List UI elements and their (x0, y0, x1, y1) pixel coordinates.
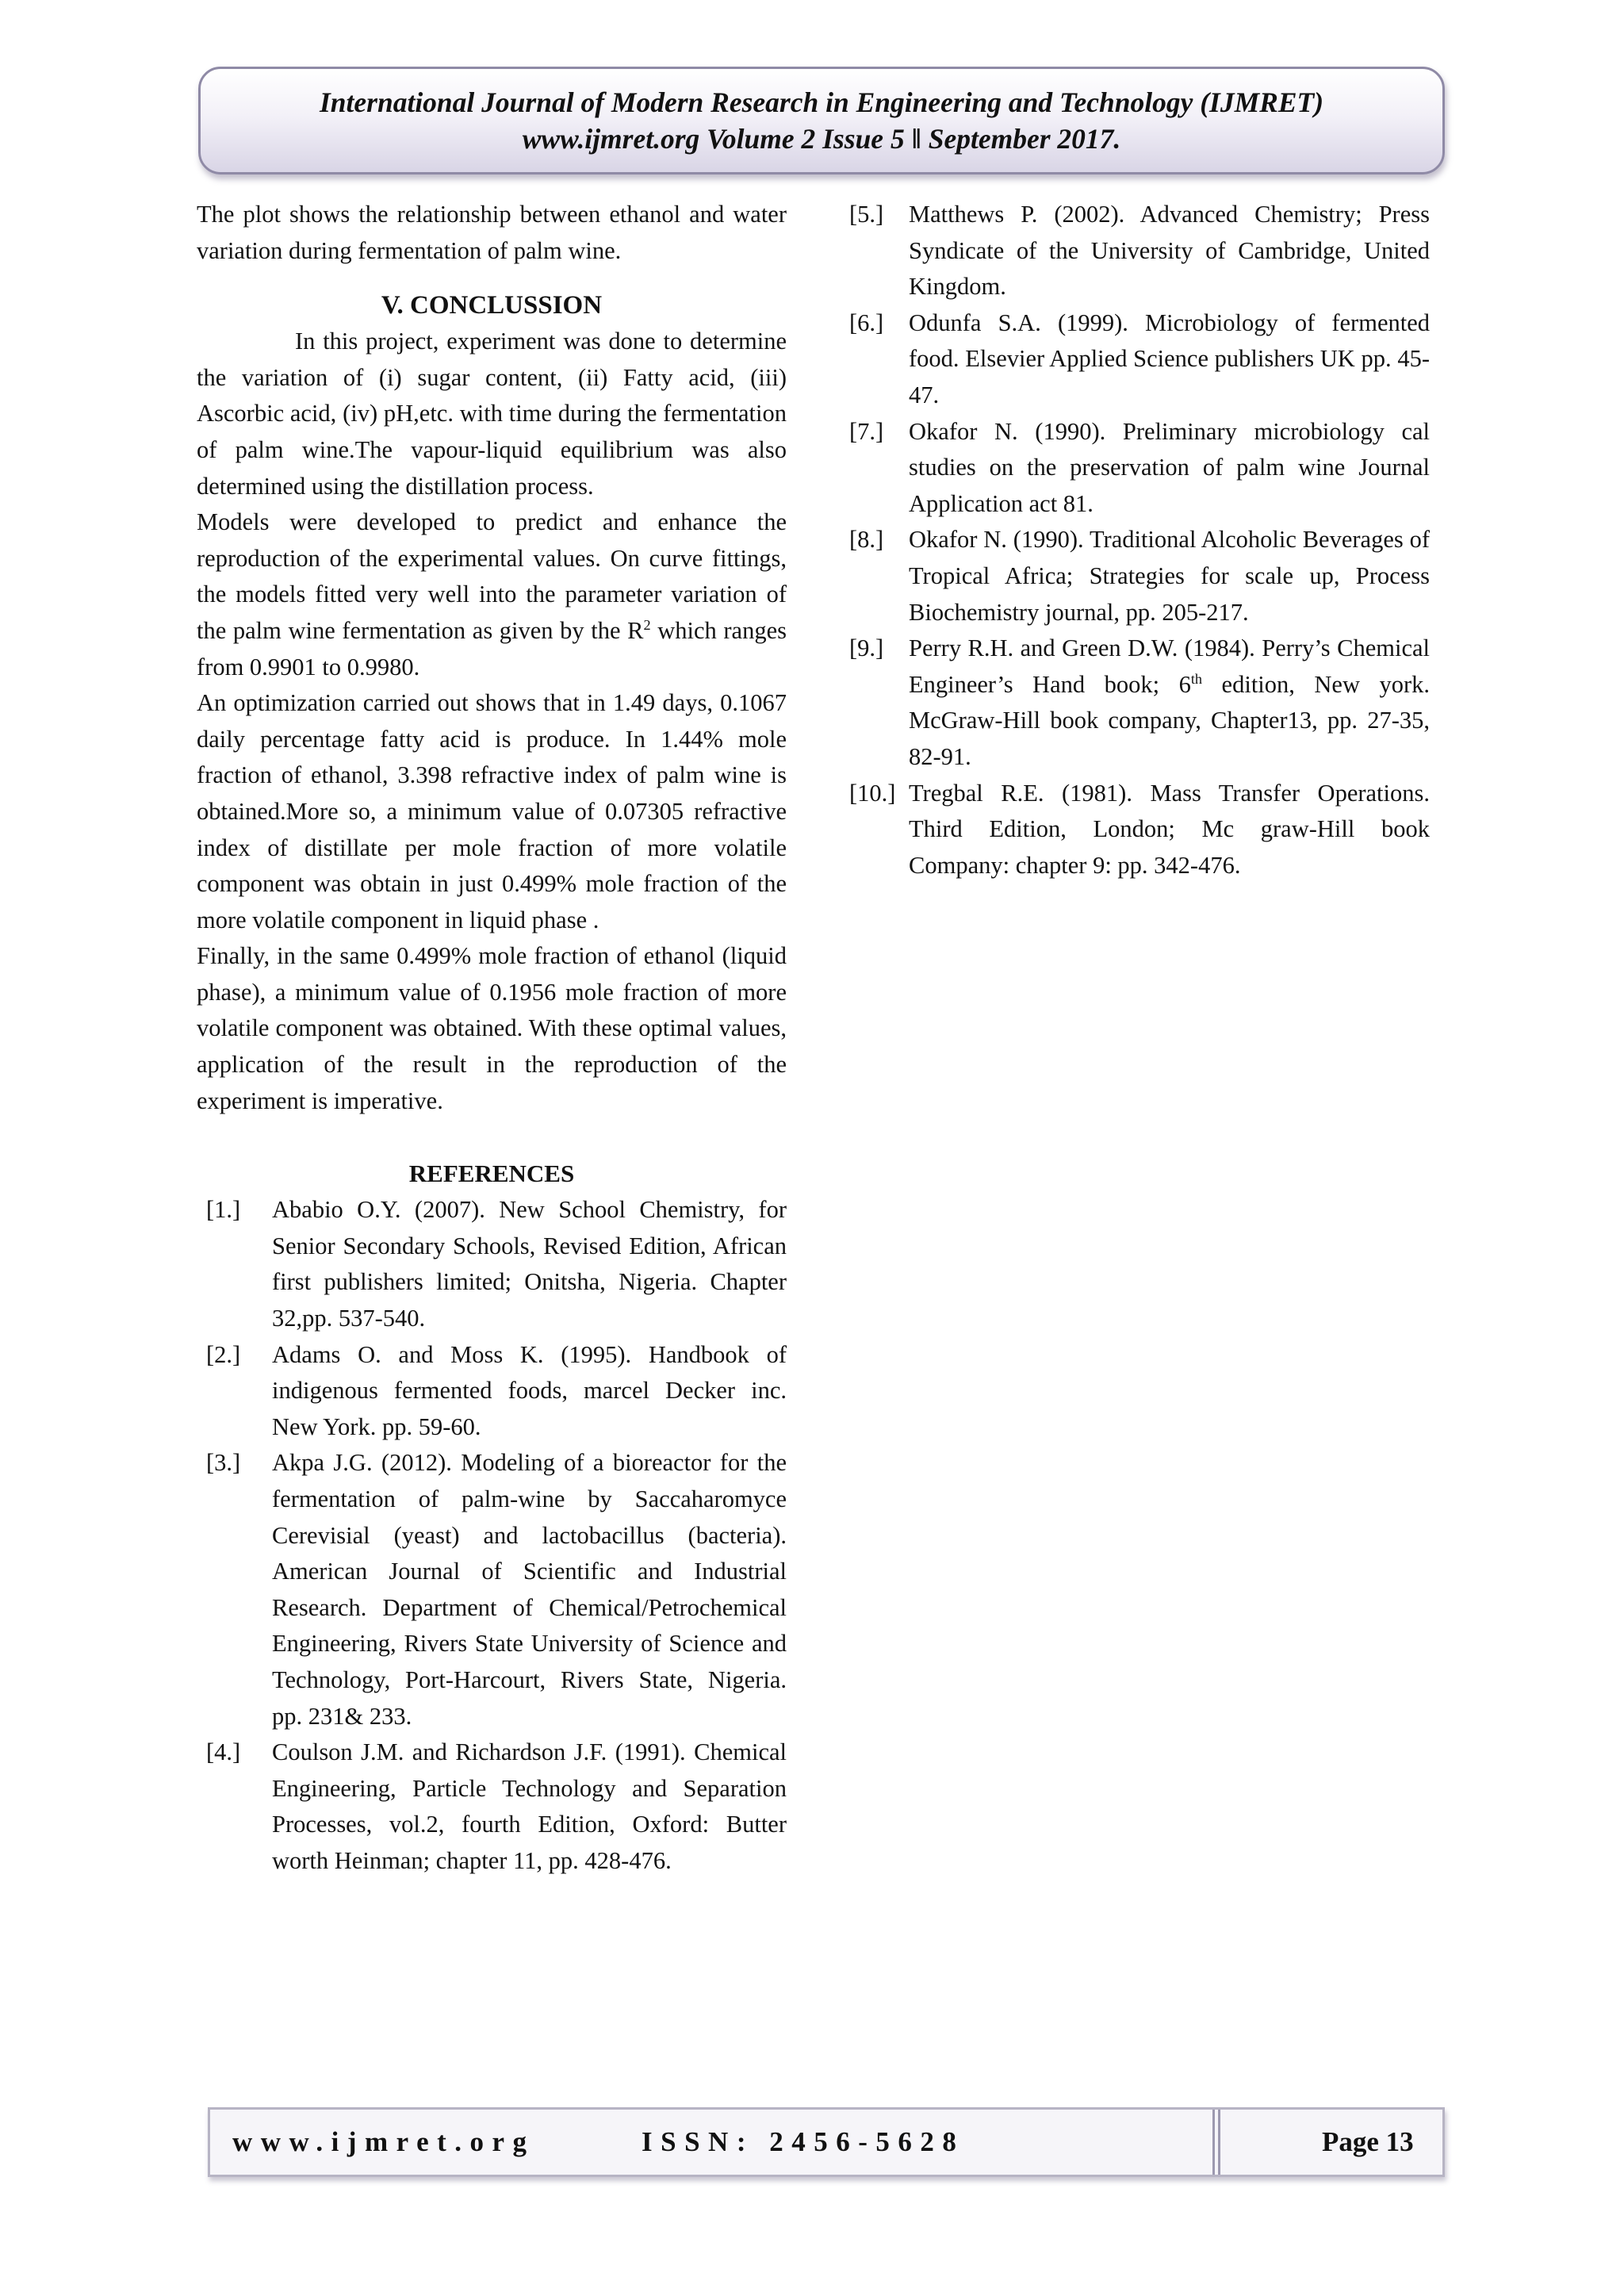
reference-item (849, 197, 1430, 305)
footer-issn: ISSN: 2456-5628 (642, 2126, 965, 2157)
journal-header (198, 67, 1445, 174)
references-heading: REFERENCES (408, 1159, 575, 1188)
reference-item (849, 631, 1430, 775)
conclusion-paragraph-1: In this project, experiment was done to determine the variation of (i) sugar content, (ii) Fatty acid, (iii) Ascorbic acid, (iv) pH,etc. with time during the fermentation of palm wine.The vapour-liquid equilibrium was also determined using the distillation process. (197, 328, 787, 500)
conclusion-paragraph-3: An optimization carried out shows that in 1.49 days, 0.1067 daily percentage fatty acid is produce. In 1.44% mole fraction of ethanol, 3.398 refractive index of palm wine is obtained.More so, a minimum value of 0.07305 refractive index of distillate per mole fraction of more volatile component was obtain in just 0.499% mole fraction of the more volatile component in liquid phase . (197, 689, 787, 933)
edition-superscript: th (1190, 670, 1203, 687)
reference-number: [3.] (206, 1449, 241, 1477)
reference-text: Odunfa S.A. (1999). Microbiology of fermented food. Elsevier Applied Science publishers UK pp. 45-47. (909, 309, 1430, 408)
footer-website: www.ijmret.org (232, 2126, 535, 2157)
reference-number: [1.] (206, 1196, 241, 1224)
reference-text: Okafor N. (1990). Preliminary microbiology cal studies on the preservation of palm wine Journal Application act 81. (909, 417, 1430, 517)
reference-item (197, 1337, 787, 1446)
footer-page-number: Page 13 (1322, 2126, 1414, 2157)
reference-text: Ababio O.Y. (2007). New School Chemistry, for Senior Secondary Schools, Revised Edition, African first publishers limited; Onitsha, Nigeria. Chapter 32,pp. 537-540. (272, 1196, 787, 1332)
page-footer (208, 2107, 1445, 2177)
reference-text: Tregbal R.E. (1981). Mass Transfer Operations. Third Edition, London; Mc graw-Hill book Company: chapter 9: pp. 342-476. (909, 779, 1430, 879)
reference-item (197, 1734, 787, 1879)
reference-number: [4.] (206, 1738, 241, 1766)
reference-text-part: edition, New york. McGraw-Hill book company, Chapter13, pp. 27-35, 82-91. (909, 670, 1430, 770)
reference-item (197, 1445, 787, 1734)
reference-text (909, 631, 1430, 775)
paragraph-2-text: Models were developed to predict and enhance the reproduction of the experimental values. On curve fittings, the models fitted very well into the parameter variation of the palm wine fermentation as given by the R (197, 508, 787, 644)
reference-text: Okafor N. (1990). Traditional Alcoholic Beverages of Tropical Africa; Strategies for scale up, Process Biochemistry journal, pp. 205-217. (909, 526, 1430, 626)
reference-text: Akpa J.G. (2012). Modeling of a bioreactor for the fermentation of palm-wine by Saccaharomyce Cerevisial (yeast) and lactobacillus (bacteria). American Journal of Scientific and Industrial Research. Department of Chemical/Petrochemical Engineering, Rivers State University of Science and Technology, Port-Harcourt, Rivers State, Nigeria. pp. 231& 233. (272, 1449, 787, 1730)
conclusion-paragraph-4: Finally, in the same 0.499% mole fraction of ethanol (liquid phase), a minimum value of 0.1956 mole fraction of more volatile component was obtained. With these optimal values, application of the result in the reproduction of the experiment is imperative. (197, 942, 787, 1114)
journal-title: International Journal of Modern Research in Engineering and Technology (IJMRET) (319, 86, 1324, 118)
conclusion-paragraph-2 (197, 504, 787, 685)
conclusion-heading: V. CONCLUSSION (381, 291, 603, 320)
reference-number: [10.] (849, 779, 896, 807)
reference-item (197, 1192, 787, 1336)
reference-item (849, 414, 1430, 523)
reference-text-part: Perry R.H. and Green D.W. (1984). Perry’s Chemical Engineer’s Hand book; 6 (909, 634, 1430, 698)
journal-issue-line: www.ijmret.org Volume 2 Issue 5 ǁ September 2017. (522, 123, 1121, 155)
paragraph-2-text-end: which ranges from 0.9901 to 0.9980. (197, 616, 787, 680)
reference-text: Matthews P. (2002). Advanced Chemistry; Press Syndicate of the University of Cambridge, United Kingdom. (909, 201, 1430, 301)
reference-number: [9.] (849, 634, 884, 662)
reference-number: [7.] (849, 417, 884, 445)
footer-divider (1212, 2110, 1220, 2175)
reference-number: [8.] (849, 526, 884, 554)
reference-item (849, 776, 1430, 884)
reference-number: [6.] (849, 309, 884, 336)
reference-text: Coulson J.M. and Richardson J.F. (1991). Chemical Engineering, Particle Technology and Separation Processes, vol.2, fourth Edition, Oxford: Butter worth Heinman; chapter 11, pp. 428-476. (272, 1738, 787, 1874)
reference-number: [5.] (849, 201, 884, 228)
reference-item (849, 522, 1430, 631)
reference-number: [2.] (206, 1340, 241, 1368)
left-column (197, 197, 787, 1880)
r-squared-superscript: 2 (643, 616, 651, 633)
reference-item (849, 305, 1430, 414)
right-column (849, 197, 1430, 884)
intro-paragraph: The plot shows the relationship between ethanol and water variation during fermentation of palm wine. (197, 201, 787, 264)
reference-text: Adams O. and Moss K. (1995). Handbook of indigenous fermented foods, marcel Decker inc. New York. pp. 59-60. (272, 1340, 787, 1440)
